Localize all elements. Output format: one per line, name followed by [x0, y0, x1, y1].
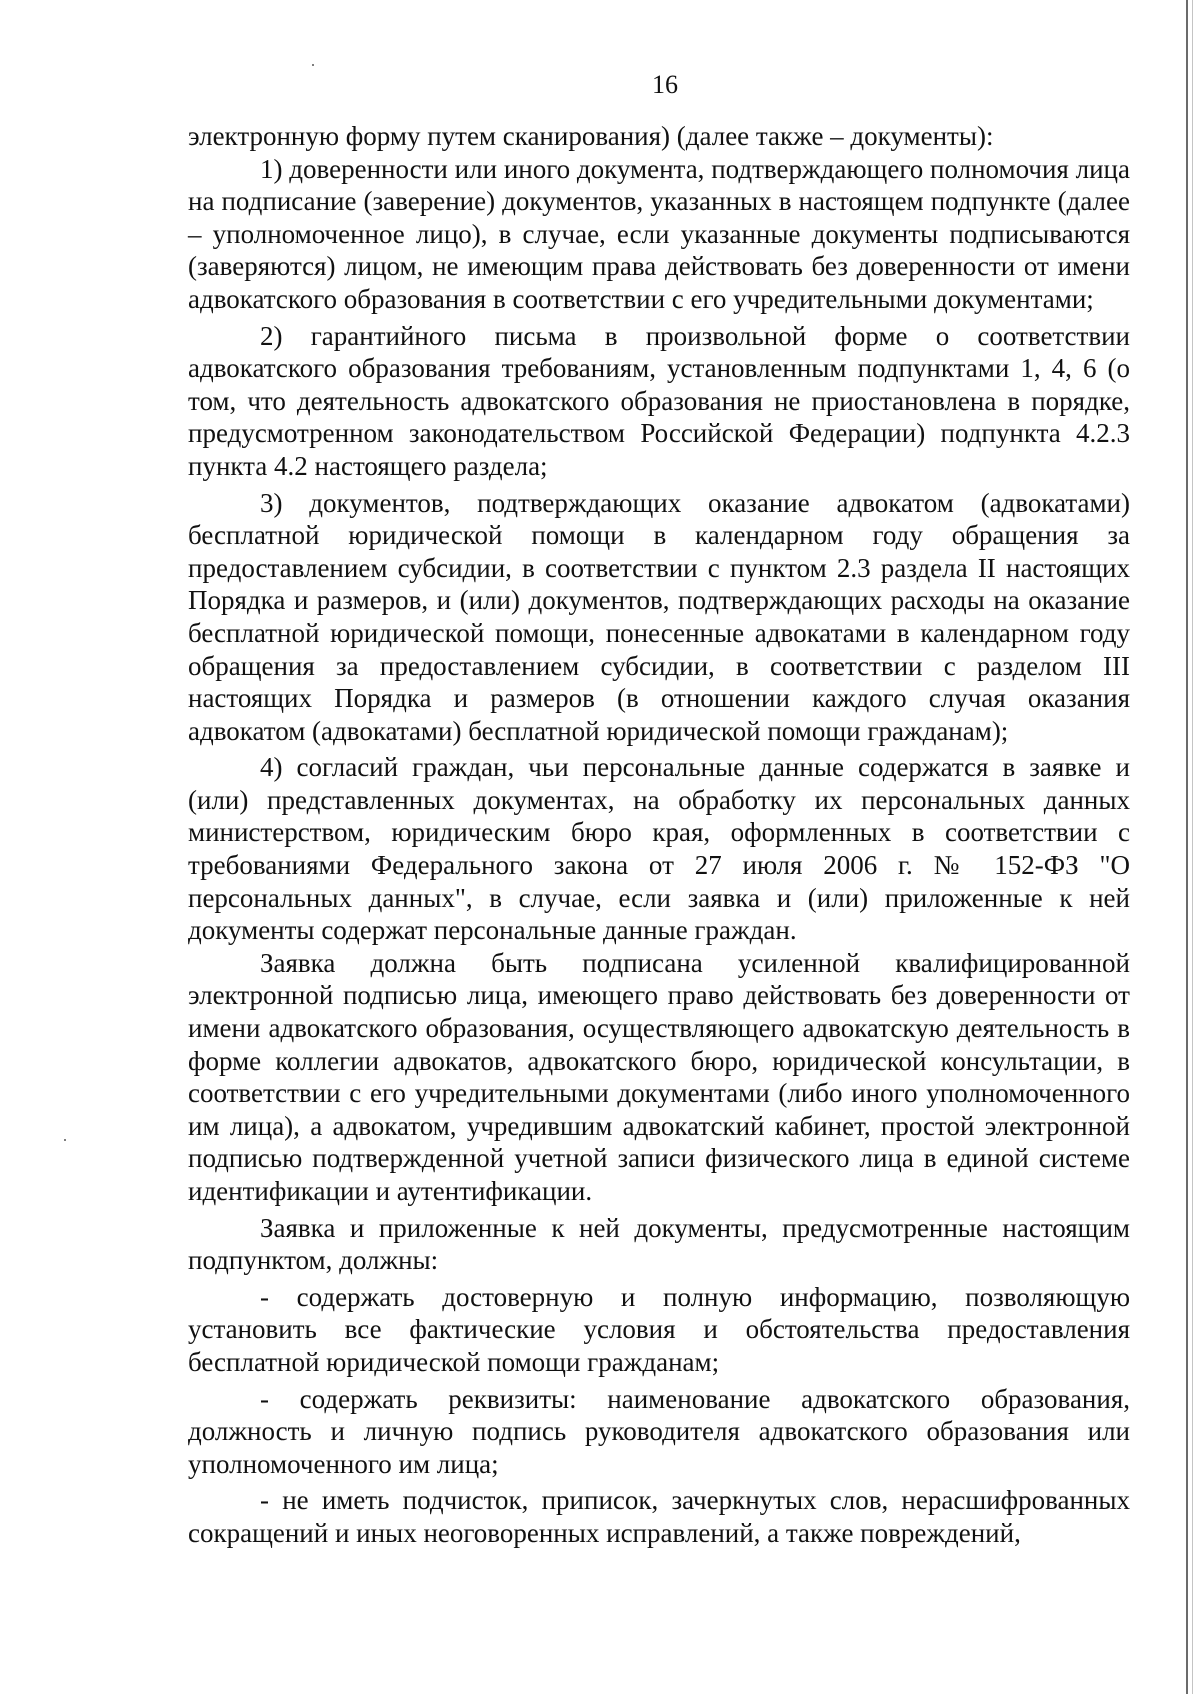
requirement-item: - не иметь подчисток, приписок, зачеркнутых слов, нерасшифрованных сокращений и иных неоговоренных исправлений, а также повреждений, — [188, 1485, 1130, 1548]
paragraph-signature: Заявка должна быть подписана усиленной квалифицированной электронной подписью лица, имеющего право действовать без доверенности от имени адвокатского образования, осуществляющего адвокатскую деятельность в форме коллегии адвокатов, адвокатского бюро, юридической консультации, в соответствии с его учредительными документами (либо иного уполномоченного им лица), а адвокатом, учредившим адвокатский кабинет, простой электронной подписью подтвержденной учетной записи физического лица в единой системе идентификации и аутентификации. — [188, 947, 1130, 1206]
scan-edge-line-secondary — [1192, 0, 1193, 1694]
scan-speck — [64, 1139, 66, 1141]
page-number: 16 — [652, 70, 678, 99]
paragraph-continuation: электронную форму путем сканирования) (далее также – документы): — [188, 121, 994, 151]
scan-speck — [312, 64, 314, 66]
list-item-4: 4) согласий граждан, чьи персональные данные содержатся в заявке и (или) представленных документах, на обработку их персональных данных министерством, юридическим бюро края, оформленных в соответствии с требованиями Федерального закона от 27 июля 2006 г. № 152-ФЗ "О персональных данных", в случае, если заявка и (или) приложенные к ней документы содержат персональные данные граждан. — [188, 752, 1130, 946]
list-item-2: 2) гарантийного письма в произвольной форме о соответствии адвокатского образования требованиям, установленным подпунктами 1, 4, 6 (о том, что деятельность адвокатского образования не приостановлена в порядке, предусмотренном законодательством Российской Федерации) подпункта 4.2.3 пункта 4.2 настоящего раздела; — [188, 320, 1130, 481]
list-item-1: 1) доверенности или иного документа, подтверждающего полномочия лица на подписание (заверение) документов, указанных в настоящем подпункте (далее – уполномоченное лицо), в случае, если указанные документы подписываются (заверяются) лицом, не имеющим права действовать без доверенности от имени адвокатского образования в соответствии с его учредительными документами; — [188, 153, 1130, 314]
list-item-3: 3) документов, подтверждающих оказание адвокатом (адвокатами) бесплатной юридической помощи в календарном году обращения за предоставлением субсидии, в соответствии с пунктом 2.3 раздела II настоящих Порядка и размеров, и (или) документов, подтверждающих расходы на оказание бесплатной юридической помощи, понесенные адвокатами в календарном году обращения за предоставлением субсидии, в соответствии с разделом III настоящих Порядка и размеров (в отношении каждого случая оказания адвокатом (адвокатами) бесплатной юридической помощи гражданам); — [188, 487, 1130, 746]
requirement-item: - содержать реквизиты: наименование адвокатского образования, должность и личную подпись руководителя адвокатского образования или уполномоченного им лица; — [188, 1383, 1130, 1479]
paragraph-requirements-intro: Заявка и приложенные к ней документы, предусмотренные настоящим подпунктом, должны: — [188, 1212, 1130, 1276]
document-body — [188, 120, 1130, 1550]
scan-edge-line — [1186, 0, 1188, 1694]
requirement-item: - содержать достоверную и полную информацию, позволяющую установить все фактические условия и обстоятельства предоставления бесплатной юридической помощи гражданам; — [188, 1281, 1130, 1377]
